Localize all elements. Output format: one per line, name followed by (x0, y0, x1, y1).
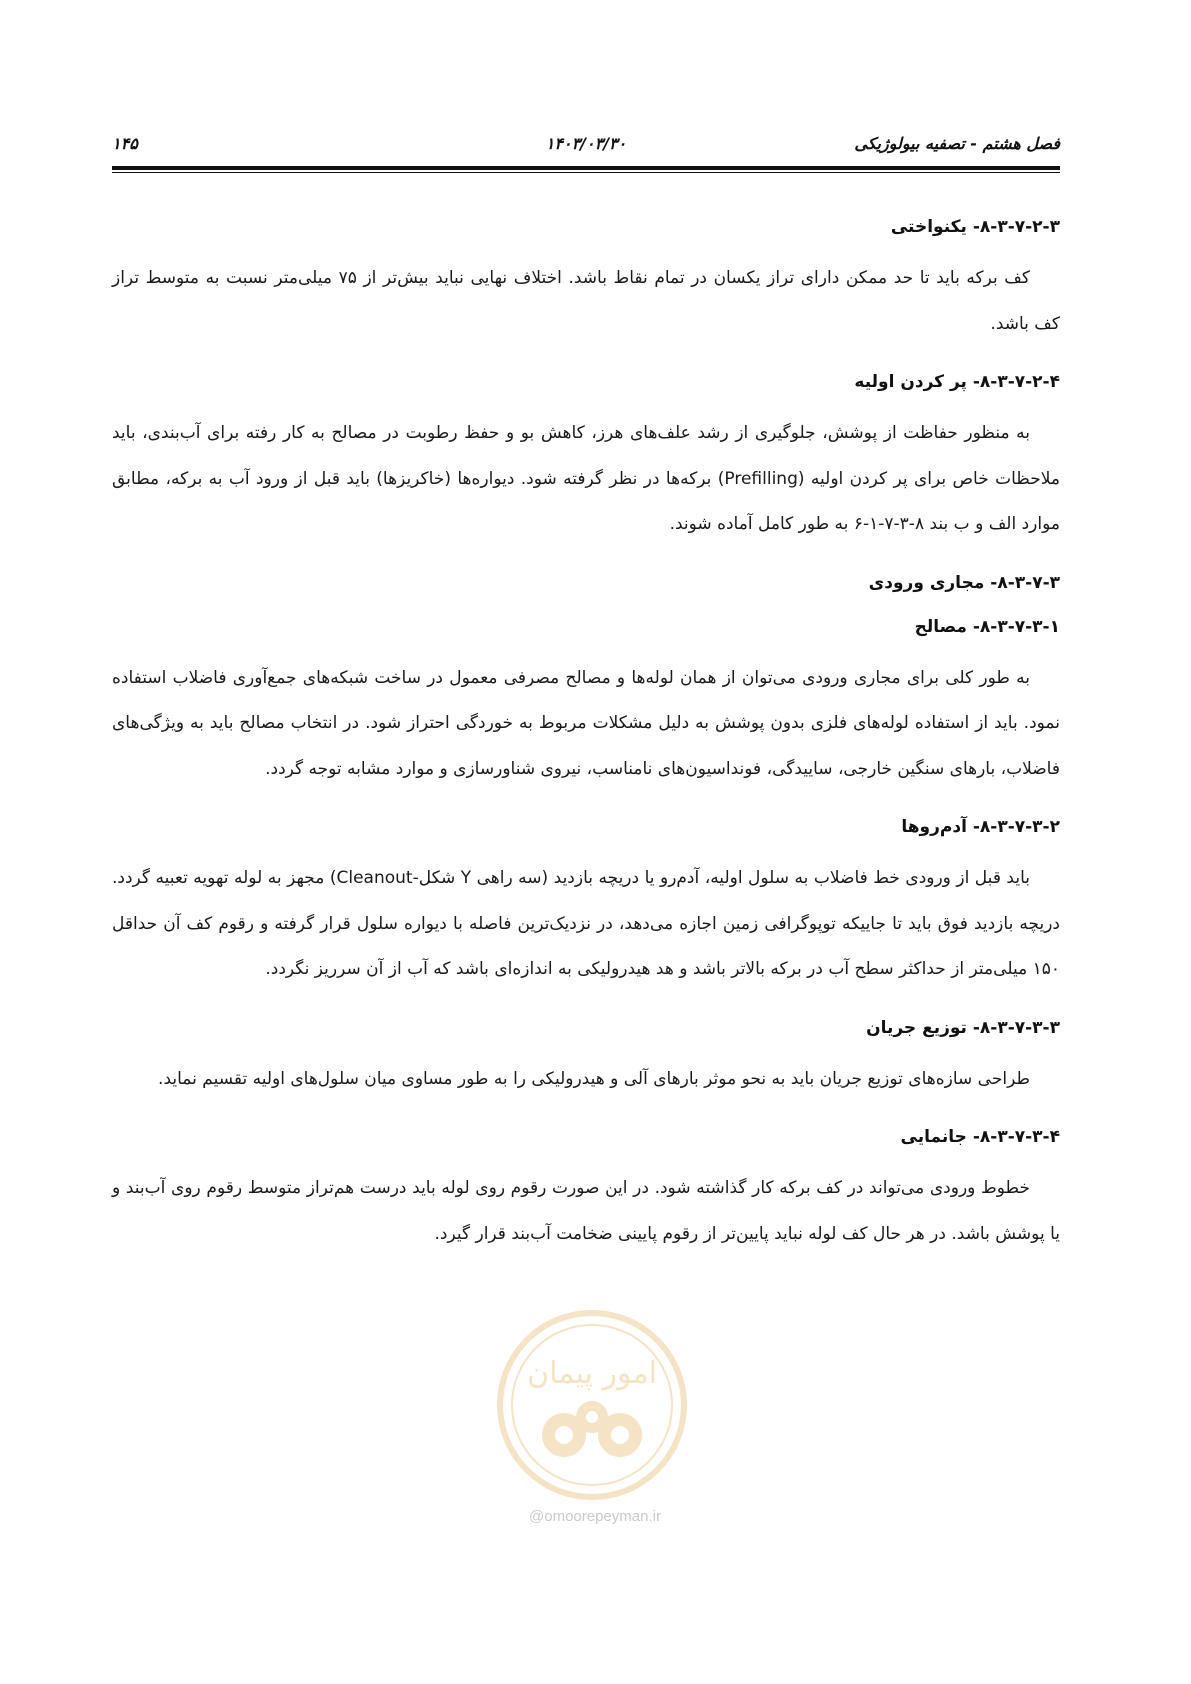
section-heading: ۸-۳-۷-۳-۴- جانمایی (900, 1127, 1060, 1147)
section-heading: ۸-۳-۷-۳-۲- آدم‌روها (901, 817, 1060, 837)
header-date: ۱۴۰۳/۰۳/۳۰ (545, 134, 627, 153)
header-rule-thick (112, 166, 1060, 170)
page-content (112, 200, 1060, 1277)
section-heading: ۸-۳-۷-۲-۴- پر کردن اولیه (854, 372, 1060, 392)
section-paragraph: به طور کلی برای مجاری ورودی می‌توان از همان لوله‌ها و مصالح مصرفی معمول در ساخت شبکه‌های جمع‌آوری فاضلاب استفاده نمود. باید از استفاده لوله‌های فلزی بدون پوشش به دلیل مشکلات مربوط به خوردگی احتراز شود. در انتخاب مصالح باید به ویژگی‌های فاضلاب، بارهای سنگین خارجی، ساییدگی، فونداسیون‌های نامناسب، نیروی شناورسازی و موارد مشابه توجه گردد. (112, 667, 1060, 779)
watermark-url-text: omoorepeyman.ir (544, 1508, 661, 1525)
section-paragraph: کف برکه باید تا حد ممکن دارای تراز یکسان در تمام نقاط باشد. اختلاف نهایی نباید بیش‌تر از ۷۵ میلی‌متر نسبت به متوسط تراز کف باشد. (112, 268, 1060, 334)
section-paragraph: خطوط ورودی می‌تواند در کف برکه کار گذاشته شود. در این صورت رقوم روی لوله باید درست هم‌تراز متوسط رقوم روی آب‌بند و یا پوشش باشد. در هر حال کف لوله نباید پایین‌تر از رقوم پایینی ضخامت آب‌بند قرار گیرد. (112, 1178, 1060, 1244)
section-inlet-conduits (112, 568, 1060, 598)
watermark-logo-icon (492, 1305, 692, 1505)
section-flow-distribution (112, 1013, 1060, 1103)
section-heading: ۸-۳-۷-۳-۳- توزیع جریان (866, 1017, 1060, 1038)
section-paragraph: طراحی سازه‌های توزیع جریان باید به نحو موثر بارهای آلی و هیدرولیکی را به طور مساوی میان سلول‌های اولیه تقسیم نماید. (158, 1068, 1030, 1089)
section-uniformity (112, 212, 1060, 347)
chapter-title: فصل هشتم - تصفیه بیولوژیکی (854, 134, 1060, 153)
section-paragraph: به منظور حفاظت از پوشش، جلوگیری از رشد علف‌های هرز، کاهش بو و حفظ رطوبت در مصالح به کار رفته برای آب‌بندی، باید ملاحظات خاص برای پر کردن اولیه (Prefilling) برکه‌ها در نظر گرفته شود. دیواره‌ها (خاکریزها) باید قبل از ورود آب به برکه، مطابق موارد الف و ب بند ۸-۳-۷-۱-۶ به طور کامل آماده شوند. (112, 423, 1060, 534)
section-heading: ۸-۳-۷-۲-۳- یکنواختی (890, 217, 1060, 237)
watermark-url: @omoorepeyman.ir (529, 1508, 661, 1525)
header-rule-thin (112, 172, 1060, 173)
section-prefilling (112, 367, 1060, 548)
section-materials (112, 612, 1060, 793)
section-heading: ۸-۳-۷-۳- مجاری ورودی (868, 572, 1060, 593)
watermark-logo-text: امور پیمان (527, 1356, 657, 1391)
section-placement (112, 1122, 1060, 1257)
section-heading: ۸-۳-۷-۳-۱- مصالح (914, 616, 1060, 637)
section-paragraph: باید قبل از ورودی خط فاضلاب به سلول اولیه، آدم‌رو یا دریچه بازدید (سه راهی Y شکل-Cleanout) مجهز به لوله تهویه تعبیه گردد. دریچه بازدید فوق باید تا جاییکه توپوگرافی زمین اجازه می‌دهد، در نزدیک‌ترین فاصله با دیواره سلول قرار گرفته و رقوم کف آن حداقل ۱۵۰ میلی‌متر از حداکثر سطح آب در برکه بالاتر باشد و هد هیدرولیکی به اندازه‌ای باشد که آب از آن سرریز نگردد. (112, 868, 1060, 979)
section-manholes (112, 812, 1060, 993)
page-number: ۱۴۵ (112, 134, 138, 153)
page-header (112, 128, 1060, 164)
